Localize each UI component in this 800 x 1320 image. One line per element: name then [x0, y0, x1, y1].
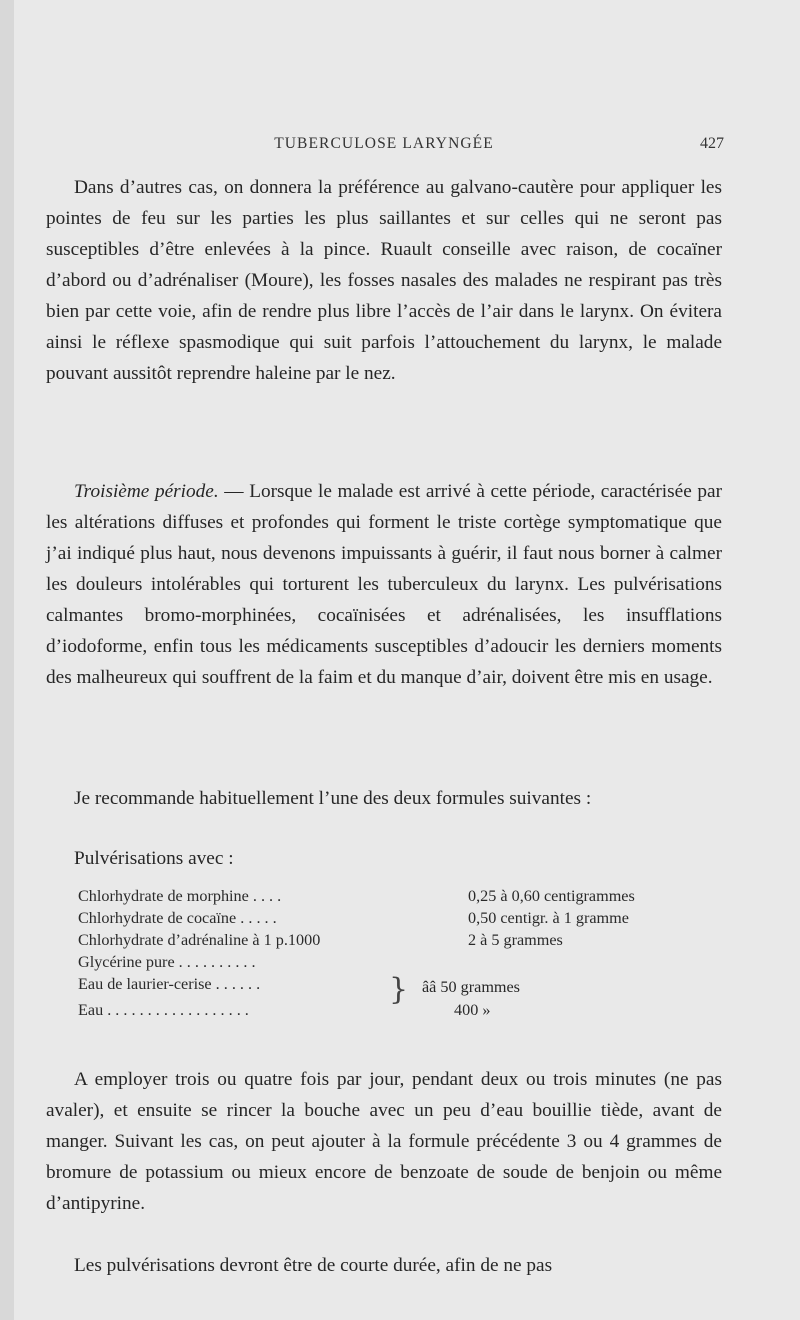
formula-ingredient: Eau . . . . . . . . . . . . . . . . . .: [78, 1001, 249, 1019]
formula-row: [78, 929, 728, 951]
formula-row: [78, 907, 728, 929]
formula-quantity: 400 »: [454, 1001, 491, 1019]
paragraph-pulverisations-avec: Pulvérisations avec :: [74, 848, 234, 869]
formula-quantity: 0,25 à 0,60 centigrammes: [468, 887, 635, 905]
paragraph-duree: Les pulvérisations devront être de courte durée, afin de ne pas: [74, 1255, 553, 1276]
brace-symbol: }: [389, 972, 409, 1007]
paragraph-troisieme-periode: [46, 476, 722, 693]
formula-ingredient: Chlorhydrate d’adrénaline à 1 p.1000: [78, 931, 321, 949]
formula-row: [78, 973, 728, 995]
formula-quantity: 0,50 centigr. à 1 gramme: [468, 909, 629, 927]
formula-ingredient: Chlorhydrate de cocaïne . . . . .: [78, 909, 277, 927]
paragraph-galvano-cautere: Dans d’autres cas, on donnera la préférence au galvano-cautère pour appliquer les pointes de feu sur les parties les plus saillantes et sur celles qui ne seront pas susceptibles d’être enlevées à la pince. Ruault conseille avec raison, de cocaïner d’abord ou d’adrénaliser (Moure), les fosses nasales des malades ne respirant pas très bien par cette voie, afin de rendre plus libre l’accès de l’air dans le larynx. On évitera ainsi le réflexe spasmodique qui suit parfois l’attouchement du larynx, le malade pouvant aussitôt reprendre haleine par le nez.: [46, 177, 722, 384]
page-number: 427: [700, 135, 724, 152]
formula-row: [78, 999, 728, 1021]
running-title: TUBERCULOSE LARYNGÉE: [274, 135, 494, 152]
paragraph-mode-emploi: A employer trois ou quatre fois par jour, pendant deux ou trois minutes (ne pas avaler), et ensuite se rincer la bouche avec un peu d’eau bouillie tiède, avant de manger. Suivant les cas, on peut ajouter à la formule précédente 3 ou 4 grammes de bromure de potassium ou mieux encore de benzoate de soude de benjoin ou même d’antipyrine.: [46, 1069, 722, 1214]
formula-row: [78, 951, 728, 973]
formula-ingredient: Glycérine pure . . . . . . . . . .: [78, 953, 256, 971]
formula-ingredient: Eau de laurier-cerise . . . . . .: [78, 975, 261, 993]
formula-ingredient: Chlorhydrate de morphine . . . .: [78, 887, 282, 905]
book-page: [46, 0, 722, 1320]
formula-shared-quantity: ââ 50 grammes: [422, 978, 520, 996]
formula-quantity: 2 à 5 grammes: [468, 931, 563, 949]
formula-row: [78, 885, 728, 907]
page-header: [46, 135, 722, 159]
prescription-formula: [78, 885, 728, 1021]
paragraph-formules-intro: Je recommande habituellement l’une des deux formules suivantes :: [74, 788, 592, 809]
section-heading-troisieme-periode: Troisième période.: [74, 481, 219, 502]
paragraph-troisieme-periode-body: — Lorsque le malade est arrivé à cette période, caractérisée par les altérations diffuses et profondes qui forment le triste cortège symptomatique que j’ai indiqué plus haut, nous devenons impuissants à guérir, il faut nous borner à calmer les douleurs intolérables qui torturent les tuberculeux du larynx. Les pulvérisations calmantes bromo-morphinées, cocaïnisées et adrénalisées, les insufflations d’iodoforme, enfin tous les médicaments susceptibles d’adoucir les derniers moments des malheureux qui souffrent de la faim et du manque d’air, doivent être mis en usage.: [46, 481, 723, 688]
page-edge-shadow: [0, 0, 14, 1320]
